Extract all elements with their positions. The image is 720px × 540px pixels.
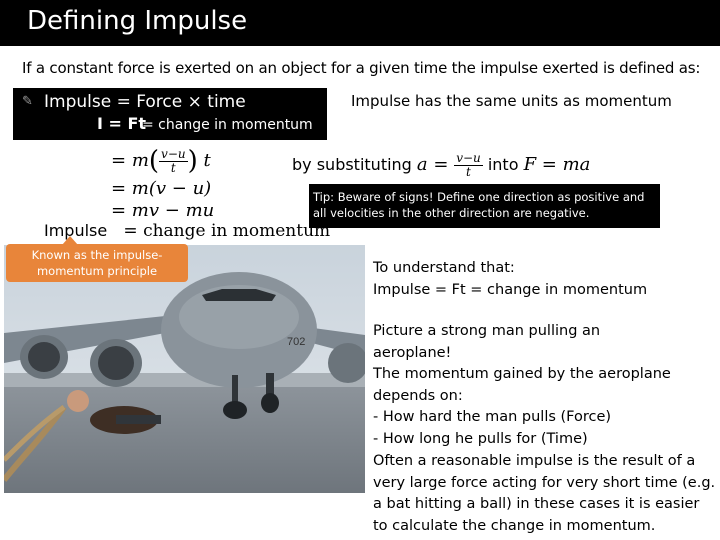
definition-line: Impulse = Force × time <box>44 92 246 112</box>
derivation-step-3: = mv − mu <box>111 200 215 221</box>
reasonable-impulse-paragraph: Often a reasonable impulse is the result of a very large force acting for very short time (e.g. a bat hitting a ball) in these cases it is easier to calculate the change in momentum. <box>373 453 716 534</box>
understanding-line-1: To understand that: <box>373 260 515 276</box>
substitution-note: by substituting a = $\frac{v-u}{t}$ into F = ma <box>292 151 591 179</box>
aircraft-number: 702 <box>287 336 306 348</box>
aeroplane-line-2: The momentum gained by the aeroplane depends on: <box>373 366 671 404</box>
derivation-step-1: = m( $\frac{v-u}{t}$ ) t <box>111 146 211 176</box>
force-list-item: - How hard the man pulls (Force) <box>373 409 612 425</box>
callout-text: Known as the impulse-momentum principle <box>31 248 163 278</box>
slide-title: Defining Impulse <box>27 6 248 36</box>
understanding-paragraph <box>373 258 673 301</box>
impulse-formula-rest: = change in momentum <box>142 117 313 133</box>
aeroplane-photo <box>4 245 365 493</box>
impulse-formula: I = Ft <box>97 114 147 133</box>
units-note: Impulse has the same units as momentum <box>351 92 672 110</box>
aeroplane-line-1: Picture a strong man pulling an aeroplane! <box>373 323 601 361</box>
impulse-summary: Impulse = change in momentum <box>44 221 331 241</box>
aeroplane-pull-illustration <box>4 245 365 493</box>
aeroplane-paragraph <box>373 321 673 450</box>
understanding-line-2: Impulse = Ft = change in momentum <box>373 281 648 298</box>
intro-text: If a constant force is exerted on an object for a given time the impulse exerted is defined as: <box>22 59 701 77</box>
derivation-step-2: = m(v − u) <box>111 178 212 199</box>
pencil-icon: ✎ <box>22 94 33 109</box>
tip-text: Tip: Beware of signs! Define one direction as positive and all velocities in the other direction are negative. <box>313 190 645 220</box>
time-list-item: - How long he pulls for (Time) <box>373 430 588 447</box>
